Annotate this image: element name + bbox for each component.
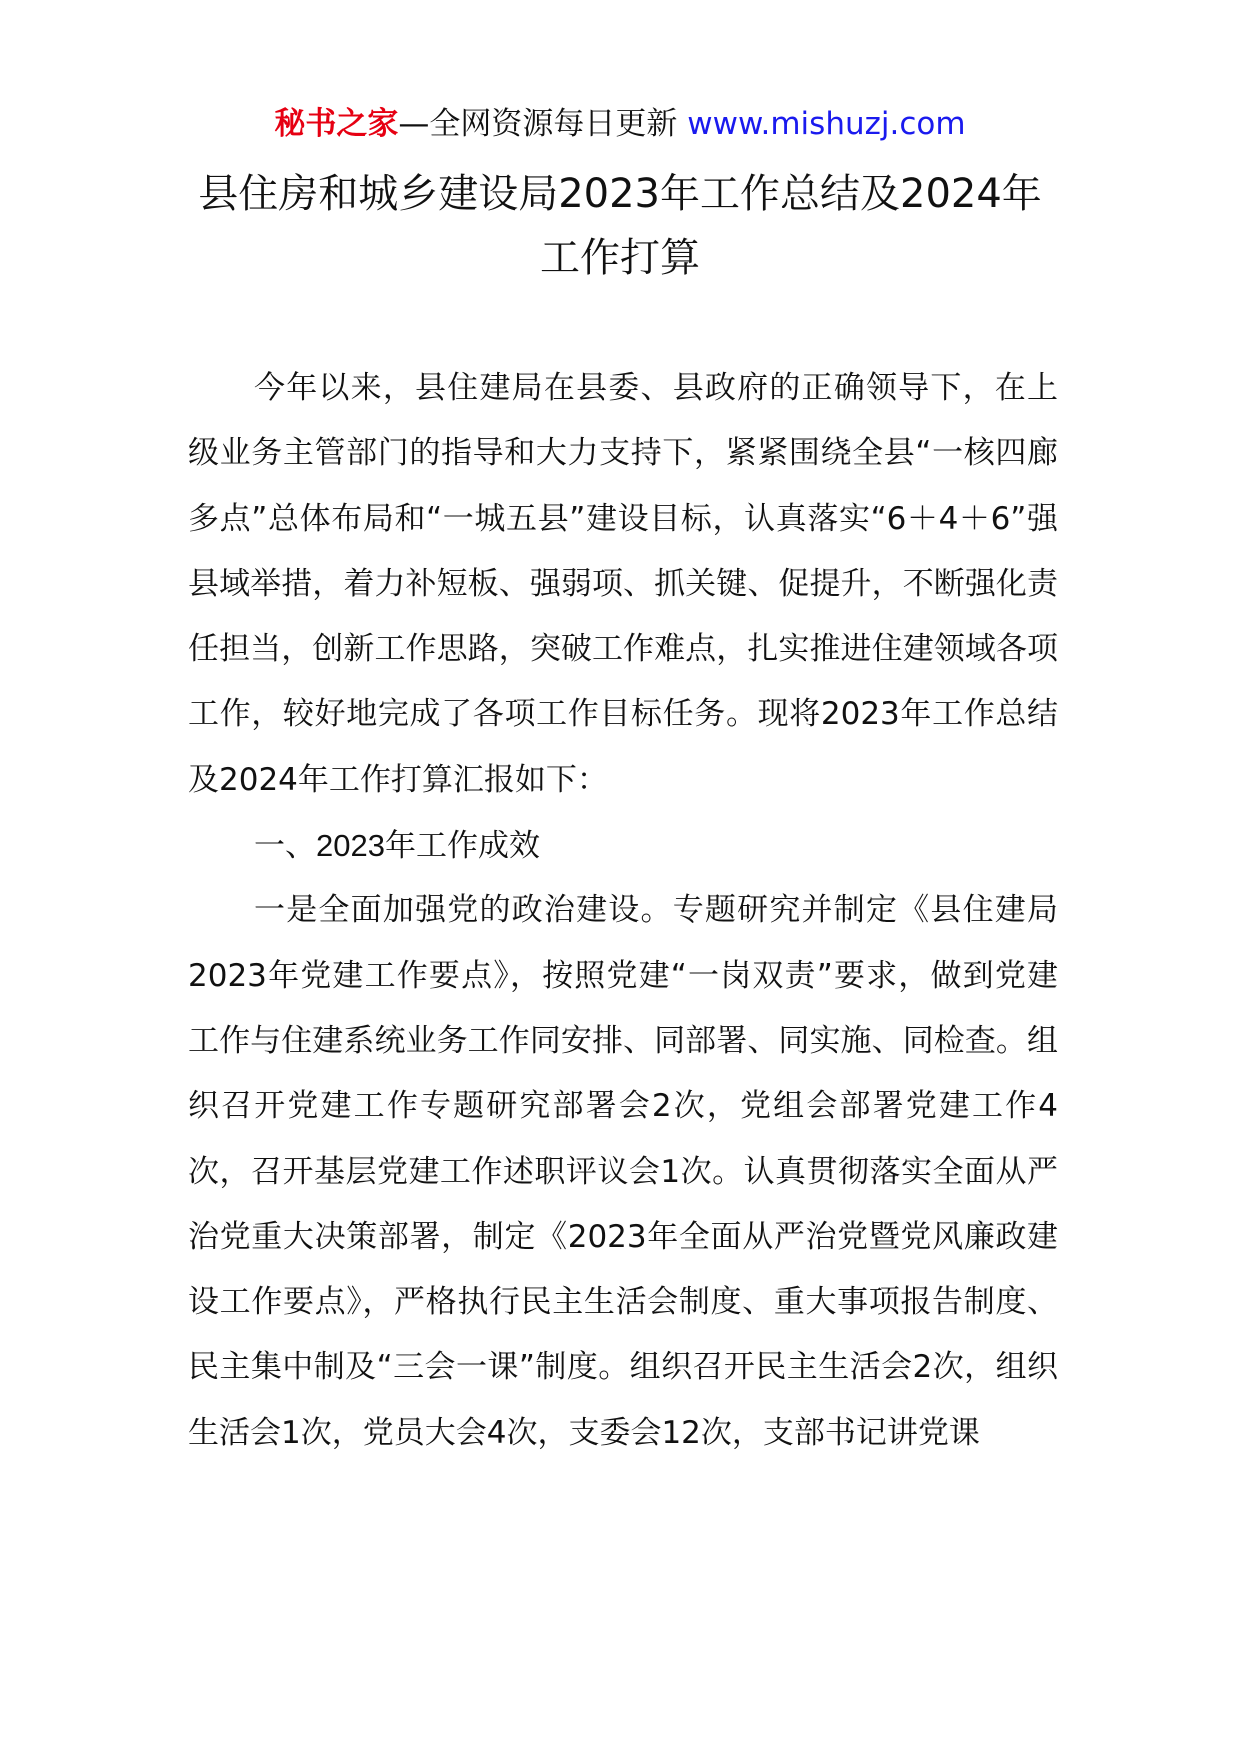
section-heading: 一、2023年工作成效 [254,828,540,864]
site-url-link[interactable]: www.mishuzj.com [687,106,966,142]
document-body [188,356,1058,1466]
site-header [0,100,1240,148]
intro-paragraph: 今年以来，县住建局在县委、县政府的正确领导下，在上级业务主管部门的指导和大力支持下，紧紧围绕全县“一核四廊多点”总体布局和“一城五县”建设目标，认真落实“6＋4＋6”强县域举措，着力补短板、强弱项、抓关键、促提升，不断强化责任担当，创新工作思路，突破工作难点，扎实推进住建领域各项工作，较好地完成了各项工作目标任务。现将2023年工作总结及2024年工作打算汇报如下： [188,370,1058,798]
body-paragraph: 一是全面加强党的政治建设。专题研究并制定《县住建局2023年党建工作要点》，按照党建“一岗双责”要求，做到党建工作与住建系统业务工作同安排、同部署、同实施、同检查。组织召开党建工作专题研究部署会2次，党组会部署党建工作4次，召开基层党建工作述职评议会1次。认真贯彻落实全面从严治党重大决策部署，制定《2023年全面从严治党暨党风廉政建设工作要点》，严格执行民主生活会制度、重大事项报告制度、民主集中制及“三会一课”制度。组织召开民主生活会2次，组织生活会1次，党员大会4次，支委会12次，支部书记讲党课 [188,892,1058,1451]
document-title: 县住房和城乡建设局2023年工作总结及2024年工作打算 [198,171,1042,281]
header-slogan: —全网资源每日更新 [398,106,688,142]
brand-name: 秘书之家 [274,106,399,142]
